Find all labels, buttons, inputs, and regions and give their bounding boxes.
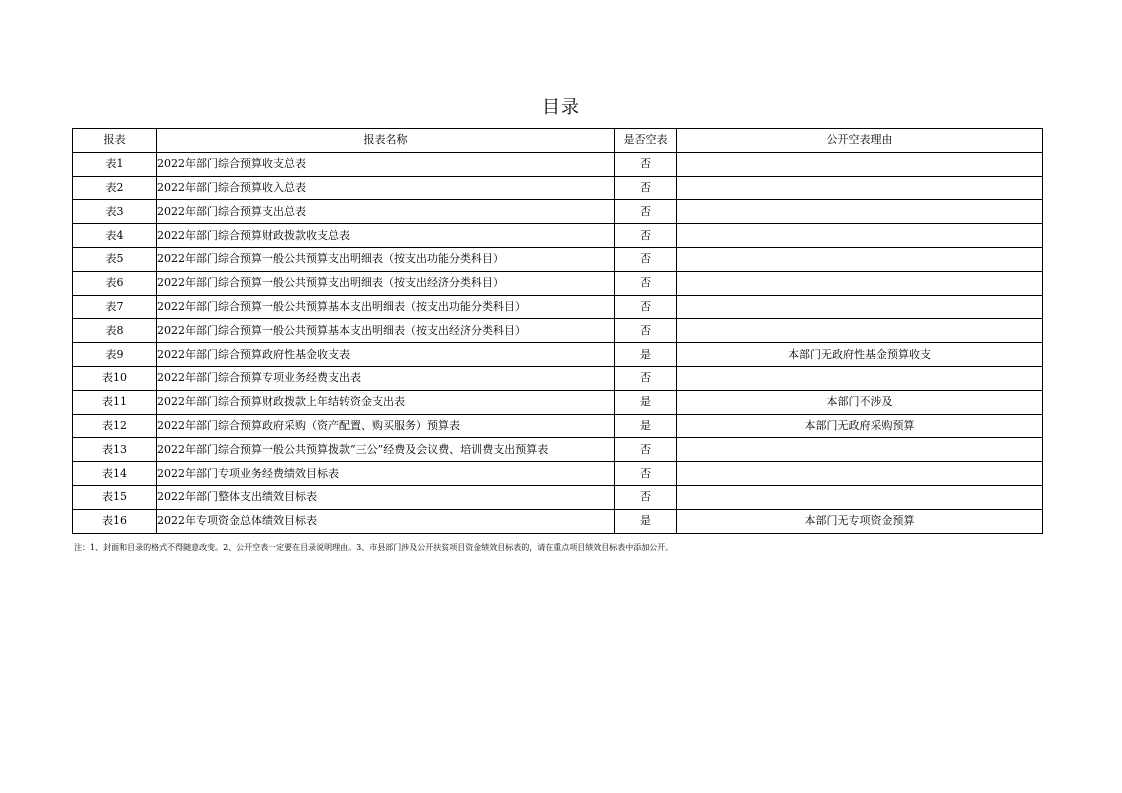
is-empty-cell: 否 [615,319,677,343]
header-empty-reason: 公开空表理由 [677,129,1043,153]
table-name-cell: 2022年部门专项业务经费绩效目标表 [157,462,615,486]
table-name-cell: 2022年专项资金总体绩效目标表 [157,509,615,533]
header-table-no: 报表 [73,129,157,153]
table-no-cell: 表2 [73,176,157,200]
table-name-cell: 2022年部门综合预算政府性基金收支表 [157,343,615,367]
empty-reason-cell [677,462,1043,486]
table-row [73,343,1043,367]
table-name-cell: 2022年部门综合预算一般公共预算支出明细表（按支出功能分类科目） [157,247,615,271]
table-row [73,485,1043,509]
table-row [73,224,1043,248]
table-name-cell: 2022年部门综合预算一般公共预算拨款“三公”经费及会议费、培训费支出预算表 [157,438,615,462]
table-name-cell: 2022年部门综合预算政府采购（资产配置、购买服务）预算表 [157,414,615,438]
table-no-cell: 表13 [73,438,157,462]
empty-reason-cell [677,152,1043,176]
empty-reason-cell: 本部门无政府性基金预算收支 [677,343,1043,367]
empty-reason-cell [677,438,1043,462]
table-name-cell: 2022年部门综合预算支出总表 [157,200,615,224]
table-row [73,390,1043,414]
table-body [73,152,1043,533]
table-no-cell: 表12 [73,414,157,438]
page-title: 目录 [542,97,580,118]
table-row [73,152,1043,176]
table-no-cell: 表7 [73,295,157,319]
table-row [73,295,1043,319]
table-no-cell: 表15 [73,485,157,509]
table-no-cell: 表16 [73,509,157,533]
header-row [73,129,1043,153]
is-empty-cell: 是 [615,343,677,367]
empty-reason-cell [677,366,1043,390]
is-empty-cell: 否 [615,176,677,200]
footnote: 注：1、封面和目录的格式不得随意改变。2、公开空表一定要在目录说明理由。3、市县部门涉及公开扶贫项目资金绩效目标表的，请在重点项目绩效目标表中添加公开。 [74,543,674,552]
table-row [73,271,1043,295]
table-name-cell: 2022年部门综合预算一般公共预算支出明细表（按支出经济分类科目） [157,271,615,295]
empty-reason-cell [677,200,1043,224]
table-row [73,200,1043,224]
is-empty-cell: 否 [615,152,677,176]
is-empty-cell: 是 [615,509,677,533]
is-empty-cell: 否 [615,247,677,271]
empty-reason-cell [677,224,1043,248]
empty-reason-cell [677,271,1043,295]
table-name-cell: 2022年部门综合预算专项业务经费支出表 [157,366,615,390]
empty-reason-cell [677,176,1043,200]
table-no-cell: 表9 [73,343,157,367]
is-empty-cell: 是 [615,414,677,438]
header-is-empty: 是否空表 [615,129,677,153]
table-no-cell: 表14 [73,462,157,486]
table-name-cell: 2022年部门整体支出绩效目标表 [157,485,615,509]
table-row [73,509,1043,533]
table-no-cell: 表1 [73,152,157,176]
empty-reason-cell [677,319,1043,343]
table-row [73,176,1043,200]
is-empty-cell: 否 [615,462,677,486]
is-empty-cell: 否 [615,200,677,224]
header-table-name: 报表名称 [157,129,615,153]
table-row [73,247,1043,271]
table-name-cell: 2022年部门综合预算收入总表 [157,176,615,200]
is-empty-cell: 否 [615,224,677,248]
table-no-cell: 表6 [73,271,157,295]
empty-reason-cell: 本部门无政府采购预算 [677,414,1043,438]
table-no-cell: 表10 [73,366,157,390]
table-name-cell: 2022年部门综合预算收支总表 [157,152,615,176]
is-empty-cell: 是 [615,390,677,414]
is-empty-cell: 否 [615,366,677,390]
empty-reason-cell: 本部门不涉及 [677,390,1043,414]
is-empty-cell: 否 [615,485,677,509]
is-empty-cell: 否 [615,271,677,295]
empty-reason-cell [677,295,1043,319]
table-name-cell: 2022年部门综合预算财政拨款收支总表 [157,224,615,248]
is-empty-cell: 否 [615,295,677,319]
table-no-cell: 表8 [73,319,157,343]
table-row [73,366,1043,390]
table-row [73,414,1043,438]
table-no-cell: 表11 [73,390,157,414]
is-empty-cell: 否 [615,438,677,462]
table-row [73,438,1043,462]
table-row [73,462,1043,486]
table-row [73,319,1043,343]
empty-reason-cell: 本部门无专项资金预算 [677,509,1043,533]
table-no-cell: 表4 [73,224,157,248]
table-no-cell: 表3 [73,200,157,224]
table-name-cell: 2022年部门综合预算财政拨款上年结转资金支出表 [157,390,615,414]
empty-reason-cell [677,247,1043,271]
table-no-cell: 表5 [73,247,157,271]
table-of-contents [72,128,1043,534]
table-name-cell: 2022年部门综合预算一般公共预算基本支出明细表（按支出经济分类科目） [157,319,615,343]
table-name-cell: 2022年部门综合预算一般公共预算基本支出明细表（按支出功能分类科目） [157,295,615,319]
empty-reason-cell [677,485,1043,509]
